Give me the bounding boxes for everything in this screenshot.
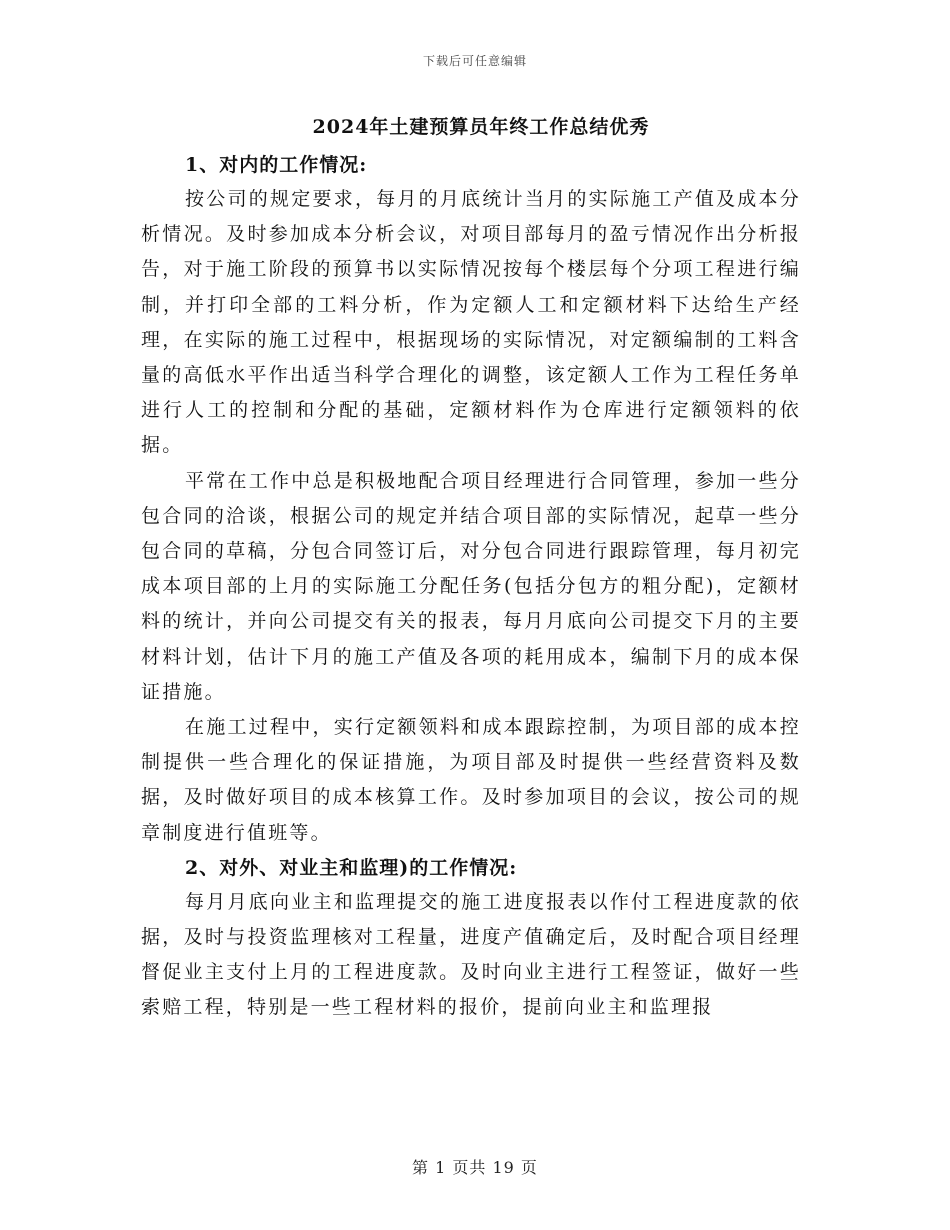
paragraph: 平常在工作中总是积极地配合项目经理进行合同管理，参加一些分包合同的洽谈，根据公司的规定并结合项目部的实际情况，起草一些分包合同的草稿，分包合同签订后，对分包合同进行跟踪管理，每月初完成本项目部的上月的实际施工分配任务(包括分包方的粗分配)，定额材料的统计，并向公司提交有关的报表，每月月底向公司提交下月的主要材料计划，估计下月的施工产值及各项的耗用成本，编制下月的成本保证措施。 — [141, 469, 801, 703]
document-title: 2024年土建预算员年终工作总结优秀 — [312, 116, 650, 138]
section-heading: 2、对外、对业主和监理)的工作情况: — [185, 856, 518, 879]
paragraph: 在施工过程中，实行定额领料和成本跟踪控制，为项目部的成本控制提供一些合理化的保证措施，为项目部及时提供一些经营资料及数据，及时做好项目的成本核算工作。及时参加项目的会议，按公司的规章制度进行值班等。 — [141, 716, 801, 844]
paragraph: 按公司的规定要求，每月的月底统计当月的实际施工产值及成本分析情况。及时参加成本分析会议，对项目部每月的盈亏情况作出分析报告，对于施工阶段的预算书以实际情况按每个楼层每个分项工程进行编制，并打印全部的工料分析，作为定额人工和定额材料下达给生产经理，在实际的施工过程中，根据现场的实际情况，对定额编制的工料含量的高低水平作出适当科学合理化的调整，该定额人工作为工程任务单进行人工的控制和分配的基础，定额材料作为仓库进行定额领料的依据。 — [141, 188, 801, 457]
paragraph: 每月月底向业主和监理提交的施工进度报表以作付工程进度款的依据，及时与投资监理核对工程量，进度产值确定后，及时配合项目经理督促业主支付上月的工程进度款。及时向业主进行工程签证，做好一些索赔工程，特别是一些工程材料的报价，提前向业主和监理报 — [141, 890, 801, 1019]
section-heading: 1、对内的工作情况: — [185, 154, 368, 176]
page-number: 第 1 页共 19 页 — [412, 1158, 538, 1177]
page-header: 下载后可任意编辑 — [422, 54, 527, 68]
document-body — [141, 112, 801, 1026]
